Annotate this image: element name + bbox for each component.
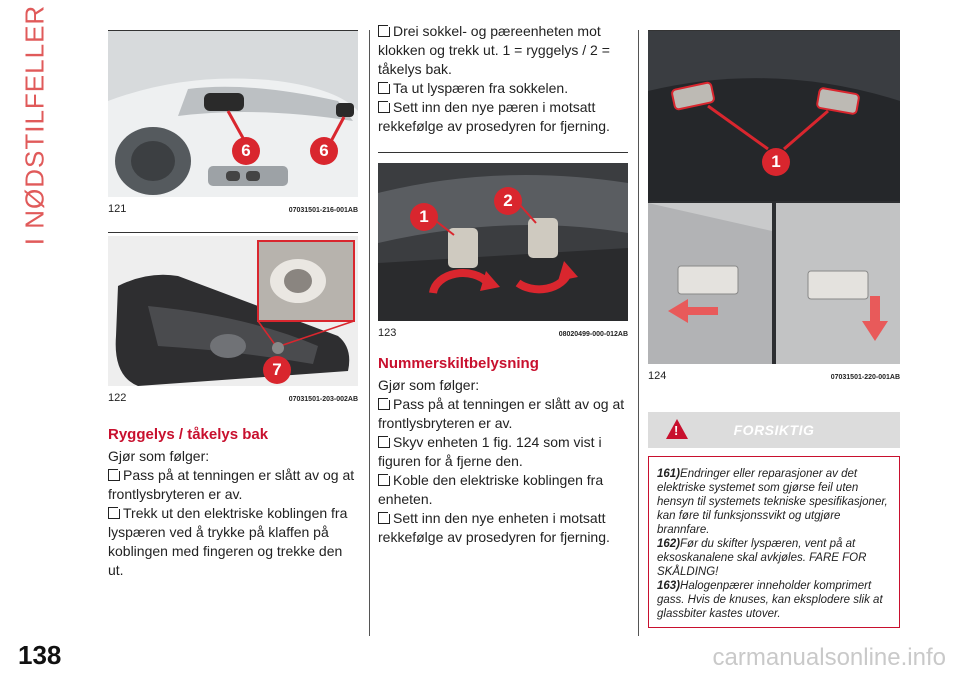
checkbox-bullet-icon — [378, 82, 390, 94]
list-item: Ta ut lyspæren fra sokkelen. — [378, 79, 628, 98]
checkbox-bullet-icon — [108, 469, 120, 481]
list-item: Koble den elektriske koblingen fra enheten. — [378, 472, 604, 507]
figure-number: 121 — [108, 203, 127, 215]
list-item: Drei sokkel- og pæreenheten mot klokken og trekk ut. 1 = ryggelys / 2 = tåkelys bak. — [378, 23, 610, 77]
checkbox-bullet-icon — [378, 474, 390, 486]
section-side-title: I NØDSTILFELLER — [19, 4, 50, 246]
column-divider — [369, 30, 370, 636]
callout-6: 6 — [232, 137, 260, 165]
rear-lamp-connector-illustration — [108, 236, 358, 386]
section-plate-light — [378, 355, 628, 547]
checkbox-bullet-icon — [378, 398, 390, 410]
list-item: Skyv enheten 1 fig. 124 som vist i figuren for å fjerne den. — [378, 434, 602, 469]
column-right — [648, 30, 900, 628]
caution-panel — [648, 412, 900, 628]
callout-1: 1 — [762, 148, 790, 176]
caution-note: 162)Før du skifter lyspæren, vent på at eksoskanalene skal avkjøles. FARE FOR SKÅLDING! — [657, 538, 867, 578]
intro-text: Gjør som følger: — [108, 448, 210, 464]
page-number: 138 — [18, 640, 62, 670]
figure-124-image — [648, 31, 900, 364]
list-item: Pass på at tenningen er slått av og at frontlysbryteren er av. — [378, 396, 625, 431]
caution-notes — [648, 456, 900, 628]
section-reverse-light — [108, 426, 358, 580]
figure-122-image — [108, 236, 358, 386]
car-rear-illustration — [108, 31, 358, 197]
list-item: Sett inn den nye pæren i motsatt rekkefølge av prosedyren for fjerning. — [378, 99, 610, 134]
callout-6: 6 — [310, 137, 338, 165]
checkbox-bullet-icon — [108, 507, 120, 519]
intro-text: Gjør som følger: — [378, 377, 480, 393]
section-heading: Nummerskiltbelysning — [378, 355, 539, 372]
figure-124-caption — [648, 370, 900, 382]
callout-7: 7 — [263, 356, 291, 384]
figure-code: 07031501-216-001AB — [288, 207, 358, 214]
checkbox-bullet-icon — [378, 101, 390, 113]
figure-number: 122 — [108, 392, 127, 404]
caution-header: ! FORSIKTIG — [648, 412, 900, 448]
figure-122-caption — [108, 392, 358, 404]
checkbox-bullet-icon — [378, 512, 390, 524]
figure-number: 123 — [378, 327, 397, 339]
list-item: Sett inn den nye enheten i motsatt rekkefølge av prosedyren for fjerning. — [378, 510, 610, 545]
figure-123-image — [378, 163, 628, 321]
figure-number: 124 — [648, 370, 667, 382]
column-divider — [638, 30, 639, 636]
figure-123-caption — [378, 327, 628, 339]
caution-note: 163)Halogenpærer inneholder komprimert gass. Hvis de knuses, kan eksplodere slik at glassbiter kastes utover. — [657, 580, 883, 620]
watermark-text: carmanualsonline.info — [712, 644, 946, 671]
callout-2: 2 — [494, 187, 522, 215]
list-item: Pass på at tenningen er slått av og at frontlysbryteren er av. — [108, 467, 355, 502]
figure-rule — [108, 232, 358, 233]
plate-light-illustration — [648, 31, 900, 364]
figure-121-image — [108, 31, 358, 197]
list-item: Trekk ut den elektriske koblingen fra lyspæren ved å trykke på klaffen på koblingen med fingeren og trekke den ut. — [108, 505, 348, 578]
caution-note: 161)Endringer eller reparasjoner av det elektriske systemet som gjørse feil uten hensyn til systemets tekniske spesifikasjoner, kan føre til funksjonssvikt og utgjøre brannfare. — [657, 468, 888, 536]
figure-code: 08020499-000-012AB — [558, 331, 628, 338]
section-heading: Ryggelys / tåkelys bak — [108, 426, 269, 443]
checkbox-bullet-icon — [378, 25, 390, 37]
figure-rule — [378, 152, 628, 153]
figure-code: 07031501-220-001AB — [830, 374, 900, 381]
column-middle — [378, 22, 628, 547]
column-left — [108, 30, 358, 580]
checkbox-bullet-icon — [378, 436, 390, 448]
callout-1: 1 — [410, 203, 438, 231]
caution-title: FORSIKTIG — [733, 422, 815, 438]
figure-code: 07031501-203-002AB — [288, 396, 358, 403]
figure-121-caption — [108, 203, 358, 215]
